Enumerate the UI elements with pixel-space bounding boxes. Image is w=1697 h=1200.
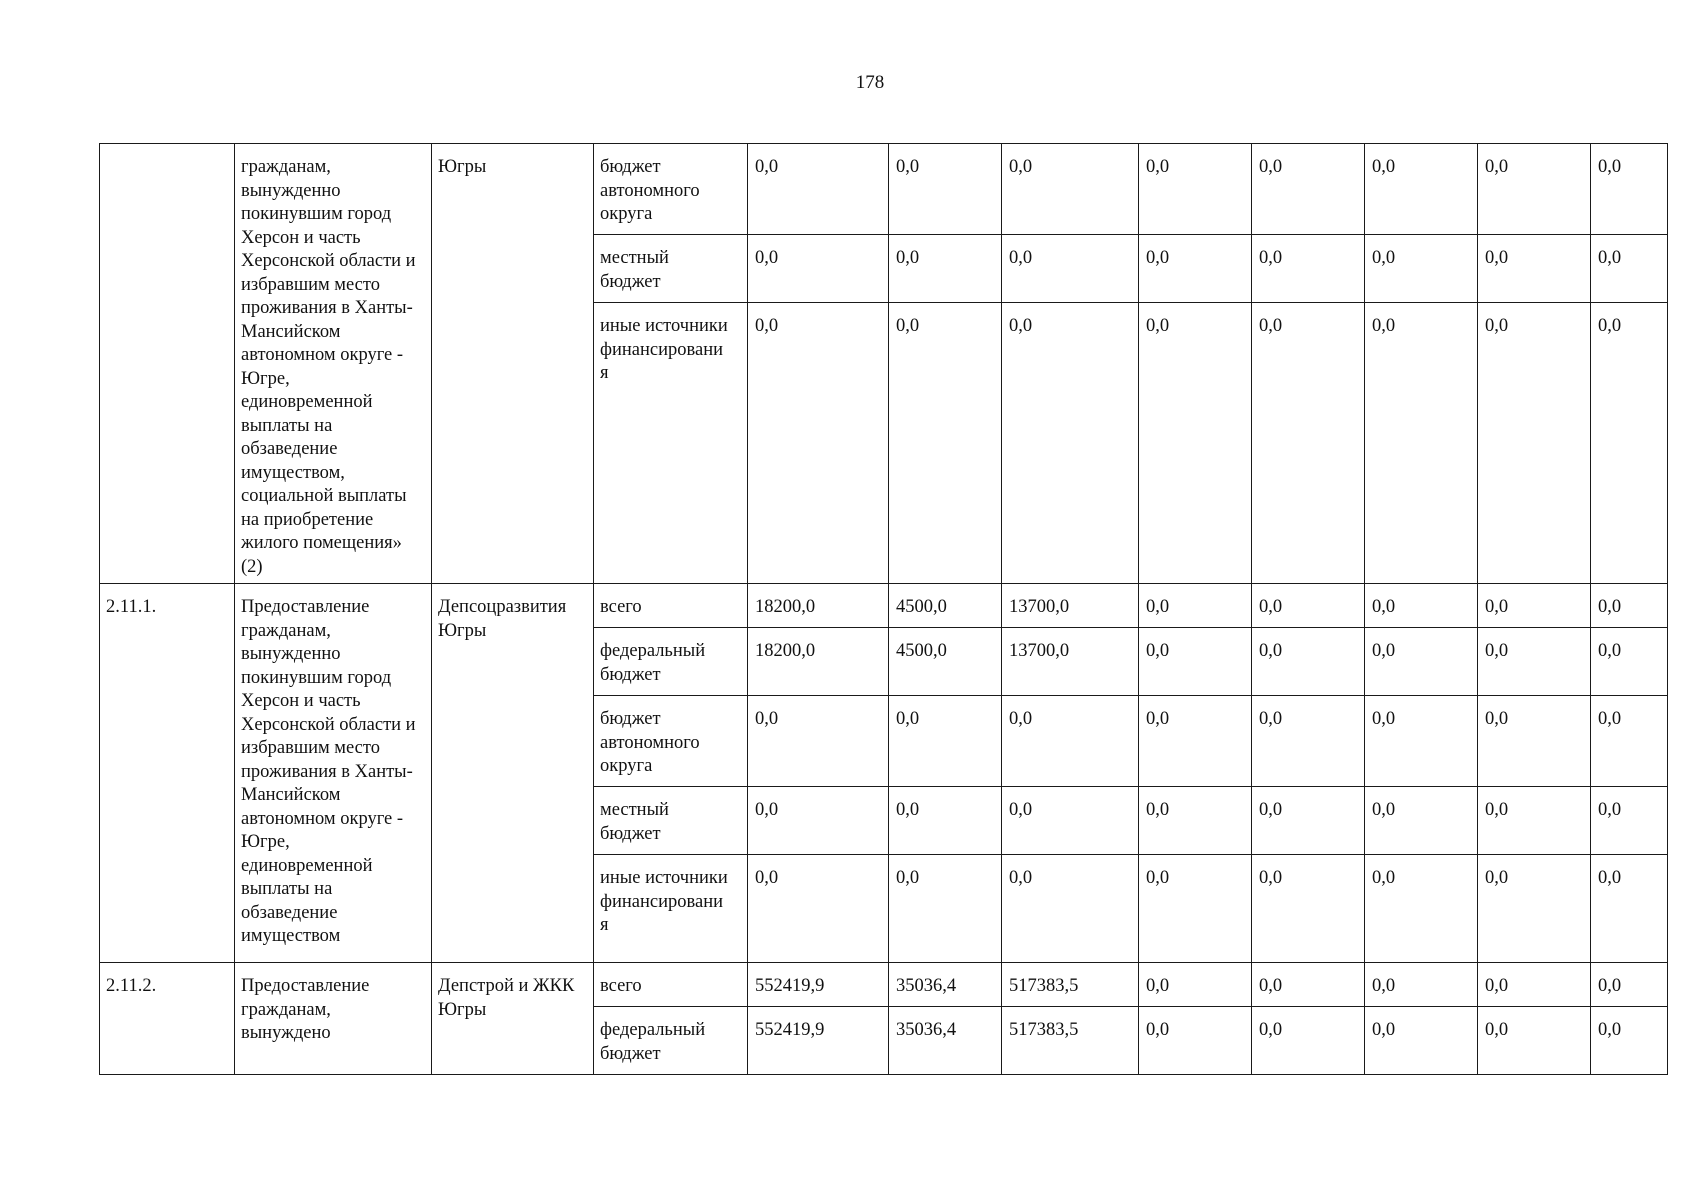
amount-cell: 0,0 — [1365, 144, 1478, 235]
amount-cell: 0,0 — [1002, 787, 1139, 855]
table-row — [100, 963, 1668, 1007]
amount-cell: 0,0 — [1252, 696, 1365, 787]
amount-cell: 0,0 — [748, 144, 889, 235]
amount-cell: 0,0 — [1365, 303, 1478, 584]
amount-cell: 0,0 — [1365, 1007, 1478, 1075]
amount-cell: 0,0 — [1478, 584, 1591, 628]
amount-cell: 0,0 — [748, 787, 889, 855]
item-description: Предоставление гражданам, вынужденно покинувшим город Херсон и часть Херсонской области и избравшим место проживания в Ханты-Мансийском автономном округе - Югре, единовременной выплаты на обзаведение имуществом — [235, 584, 432, 963]
amount-cell: 0,0 — [1139, 1007, 1252, 1075]
amount-cell: 0,0 — [1478, 144, 1591, 235]
item-code — [100, 144, 235, 584]
funding-source: бюджет автономного округа — [594, 144, 748, 235]
amount-cell: 552419,9 — [748, 1007, 889, 1075]
funding-source: иные источники финансировани я — [594, 855, 748, 963]
amount-cell: 0,0 — [1002, 303, 1139, 584]
amount-cell: 0,0 — [1591, 787, 1668, 855]
amount-cell: 35036,4 — [889, 1007, 1002, 1075]
amount-cell: 18200,0 — [748, 584, 889, 628]
item-code: 2.11.2. — [100, 963, 235, 1075]
amount-cell: 0,0 — [1478, 963, 1591, 1007]
amount-cell: 0,0 — [748, 855, 889, 963]
item-code: 2.11.1. — [100, 584, 235, 963]
amount-cell: 0,0 — [1252, 963, 1365, 1007]
amount-cell: 0,0 — [1252, 855, 1365, 963]
amount-cell: 13700,0 — [1002, 628, 1139, 696]
amount-cell: 4500,0 — [889, 584, 1002, 628]
amount-cell: 0,0 — [1591, 855, 1668, 963]
amount-cell: 0,0 — [1365, 628, 1478, 696]
funding-source: местный бюджет — [594, 235, 748, 303]
item-description: Предоставление гражданам, вынуждено — [235, 963, 432, 1075]
funding-source: федеральный бюджет — [594, 628, 748, 696]
amount-cell: 0,0 — [889, 855, 1002, 963]
amount-cell: 0,0 — [748, 235, 889, 303]
amount-cell: 0,0 — [1139, 963, 1252, 1007]
amount-cell: 517383,5 — [1002, 963, 1139, 1007]
amount-cell: 0,0 — [1252, 303, 1365, 584]
amount-cell: 0,0 — [1139, 628, 1252, 696]
amount-cell: 0,0 — [1139, 855, 1252, 963]
amount-cell: 0,0 — [1139, 303, 1252, 584]
amount-cell: 0,0 — [1002, 696, 1139, 787]
amount-cell: 552419,9 — [748, 963, 889, 1007]
amount-cell: 0,0 — [1591, 584, 1668, 628]
amount-cell: 0,0 — [1591, 1007, 1668, 1075]
amount-cell: 0,0 — [1478, 235, 1591, 303]
funding-source: иные источники финансировани я — [594, 303, 748, 584]
amount-cell: 0,0 — [1478, 696, 1591, 787]
amount-cell: 35036,4 — [889, 963, 1002, 1007]
amount-cell: 13700,0 — [1002, 584, 1139, 628]
amount-cell: 0,0 — [1591, 696, 1668, 787]
amount-cell: 0,0 — [889, 787, 1002, 855]
amount-cell: 0,0 — [1478, 628, 1591, 696]
amount-cell: 0,0 — [1365, 963, 1478, 1007]
funding-source: федеральный бюджет — [594, 1007, 748, 1075]
item-description: гражданам, вынужденно покинувшим город Херсон и часть Херсонской области и избравшим место проживания в Ханты-Мансийском автономном округе - Югре, единовременной выплаты на обзаведение имуществом, социальной выплаты на приобретение жилого помещения» (2) — [235, 144, 432, 584]
amount-cell: 0,0 — [1478, 303, 1591, 584]
amount-cell: 0,0 — [1591, 963, 1668, 1007]
table-body — [100, 144, 1668, 1075]
amount-cell: 0,0 — [1478, 855, 1591, 963]
amount-cell: 0,0 — [1002, 235, 1139, 303]
item-executor: Депсоцразвития Югры — [432, 584, 594, 963]
table-row — [100, 144, 1668, 235]
amount-cell: 0,0 — [1252, 584, 1365, 628]
amount-cell: 0,0 — [1365, 787, 1478, 855]
amount-cell: 0,0 — [1478, 1007, 1591, 1075]
funding-source: всего — [594, 584, 748, 628]
funding-source: местный бюджет — [594, 787, 748, 855]
amount-cell: 18200,0 — [748, 628, 889, 696]
item-executor: Депстрой и ЖКК Югры — [432, 963, 594, 1075]
amount-cell: 4500,0 — [889, 628, 1002, 696]
amount-cell: 0,0 — [1365, 696, 1478, 787]
amount-cell: 0,0 — [889, 696, 1002, 787]
amount-cell: 0,0 — [1139, 584, 1252, 628]
amount-cell: 0,0 — [889, 303, 1002, 584]
funding-source: бюджет автономного округа — [594, 696, 748, 787]
amount-cell: 517383,5 — [1002, 1007, 1139, 1075]
table-row — [100, 584, 1668, 628]
amount-cell: 0,0 — [1139, 144, 1252, 235]
amount-cell: 0,0 — [1252, 235, 1365, 303]
amount-cell: 0,0 — [1252, 1007, 1365, 1075]
amount-cell: 0,0 — [1252, 628, 1365, 696]
amount-cell: 0,0 — [1478, 787, 1591, 855]
amount-cell: 0,0 — [1365, 855, 1478, 963]
amount-cell: 0,0 — [1365, 584, 1478, 628]
amount-cell: 0,0 — [1591, 628, 1668, 696]
funding-source: всего — [594, 963, 748, 1007]
amount-cell: 0,0 — [1591, 235, 1668, 303]
amount-cell: 0,0 — [1252, 144, 1365, 235]
amount-cell: 0,0 — [1139, 696, 1252, 787]
amount-cell: 0,0 — [1139, 787, 1252, 855]
amount-cell: 0,0 — [748, 303, 889, 584]
amount-cell: 0,0 — [748, 696, 889, 787]
amount-cell: 0,0 — [1591, 303, 1668, 584]
amount-cell: 0,0 — [889, 235, 1002, 303]
item-executor: Югры — [432, 144, 594, 584]
amount-cell: 0,0 — [1002, 855, 1139, 963]
page-number: 178 — [855, 72, 885, 93]
amount-cell: 0,0 — [1591, 144, 1668, 235]
amount-cell: 0,0 — [1002, 144, 1139, 235]
amount-cell: 0,0 — [1365, 235, 1478, 303]
budget-table — [99, 143, 1668, 1075]
amount-cell: 0,0 — [1252, 787, 1365, 855]
amount-cell: 0,0 — [1139, 235, 1252, 303]
amount-cell: 0,0 — [889, 144, 1002, 235]
